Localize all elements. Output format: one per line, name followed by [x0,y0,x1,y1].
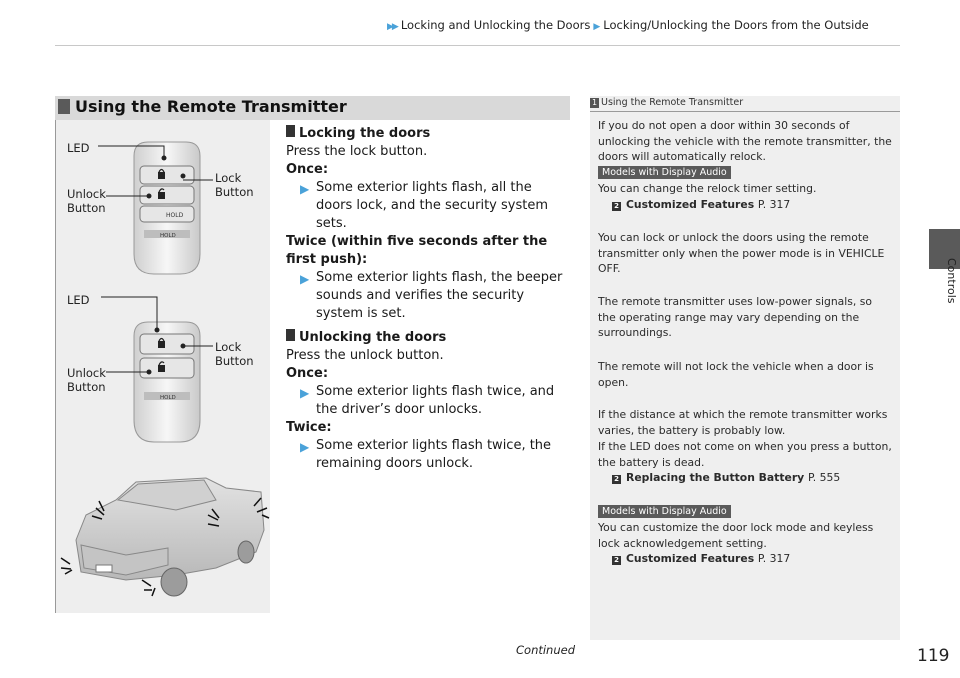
lock-icon [158,172,165,179]
models-badge: Models with Display Audio [598,166,731,179]
fob2-unlock-label-1: Unlock [67,366,106,380]
note-door-lock-mode: You can customize the door lock mode and keyless lock acknowledgement setting. 2 Customized Features P. 317 [598,520,893,567]
note-battery-low: If the distance at which the remote transmitter works varies, the battery is probably low. [598,408,888,437]
svg-text:HOLD: HOLD [166,212,184,219]
fob1-unlock-label-2: Button [67,201,106,215]
fob1-unlock-label-1: Unlock [67,187,106,201]
reference-arrow-icon: 2 [612,202,621,211]
note-relock: If you do not open a door within 30 seconds of unlocking the vehicle with the remote transmitter, the doors will automatically relock. [598,119,892,163]
unlocking-once-bullet: ▶ Some exterior lights flash twice, and the driver’s door unlocks. [300,384,555,417]
notes-title: Using the Remote Transmitter [601,97,744,108]
chapter-label: Controls [945,258,958,304]
note-power-mode: You can lock or unlock the doors using the remote transmitter only when the power mode is in VEHICLE OFF. [598,231,885,275]
unlocking-section [286,329,571,473]
breadcrumb [387,18,869,32]
double-arrow-icon: ▶▶ [387,22,397,32]
locking-instruction: Press the lock button. [286,144,428,159]
remote-fob-1 [98,142,213,274]
fob2-lock-label-2: Button [215,354,254,368]
locking-twice-label: Twice (within five seconds after the first push): [286,234,548,267]
heading-bullet-icon [286,329,295,341]
fob1-lock-label-1: Lock [215,171,242,185]
triangle-bullet-icon: ▶ [300,386,310,400]
locking-section [286,125,571,323]
customized-features-link[interactable]: 2 Customized Features P. 317 [598,551,893,567]
note-door-open: The remote will not lock the vehicle when a door is open. [598,360,874,389]
illustration-panel [55,120,270,613]
breadcrumb-level2[interactable]: Locking/Unlocking the Doors from the Outside [603,18,869,32]
locking-twice-bullet: ▶ Some exterior lights flash, the beeper sounds and verifies the security system is set. [300,270,563,321]
svg-text:HOLD: HOLD [160,233,176,239]
replace-battery-link[interactable]: 2 Replacing the Button Battery P. 555 [598,470,893,486]
unlocking-once-label: Once: [286,366,329,381]
models-badge: Models with Display Audio [598,505,731,518]
fob2-lock-label-1: Lock [215,340,242,354]
triangle-bullet-icon: ▶ [300,440,310,454]
breadcrumb-level1[interactable]: Locking and Unlocking the Doors [400,18,591,32]
svg-text:HOLD: HOLD [160,395,176,401]
customized-features-link[interactable]: 2 Customized Features P. 317 [598,197,893,213]
page-number: 119 [917,646,950,666]
notes-header [590,98,900,112]
fob1-led-label: LED [67,141,90,155]
notes-sidebar [590,96,900,640]
arrow-icon: ▶ [593,22,601,32]
note-battery-dead: If the LED does not come on when you press a button, the battery is dead. 2 Replacing the Button Battery P. 555 [598,440,892,484]
locking-once-label: Once: [286,162,329,177]
note-number-icon: 1 [591,98,598,107]
section-title: Using the Remote Transmitter [75,97,347,116]
fob2-led-label: LED [67,293,90,307]
triangle-bullet-icon: ▶ [300,182,310,196]
unlocking-twice-label: Twice: [286,420,332,435]
section-heading [55,96,570,120]
unlock-icon [158,192,165,199]
vehicle-illustration [61,478,269,596]
note-range: The remote transmitter uses low-power signals, so the operating range may vary depending on the surroundings. [598,295,873,339]
unlocking-twice-bullet: ▶ Some exterior lights flash twice, the remaining doors unlock. [300,438,552,471]
fob1-lock-label-2: Button [215,185,254,199]
heading-square-icon [58,99,70,114]
fob2-unlock-label-2: Button [67,380,106,394]
note-relock-timer: You can change the relock timer setting. 2 Customized Features P. 317 [598,181,893,212]
locking-once-bullet: ▶ Some exterior lights flash, all the doors lock, and the security system sets. [300,180,549,231]
heading-bullet-icon [286,125,295,137]
triangle-bullet-icon: ▶ [300,272,310,286]
header-rule [55,45,900,46]
unlocking-heading: Unlocking the doors [286,329,571,347]
remote-fob-2 [101,297,213,442]
reference-arrow-icon: 2 [612,475,621,484]
reference-arrow-icon: 2 [612,556,621,565]
unlocking-instruction: Press the unlock button. [286,348,444,363]
locking-heading: Locking the doors [286,125,571,143]
continued-label: Continued [516,643,576,657]
